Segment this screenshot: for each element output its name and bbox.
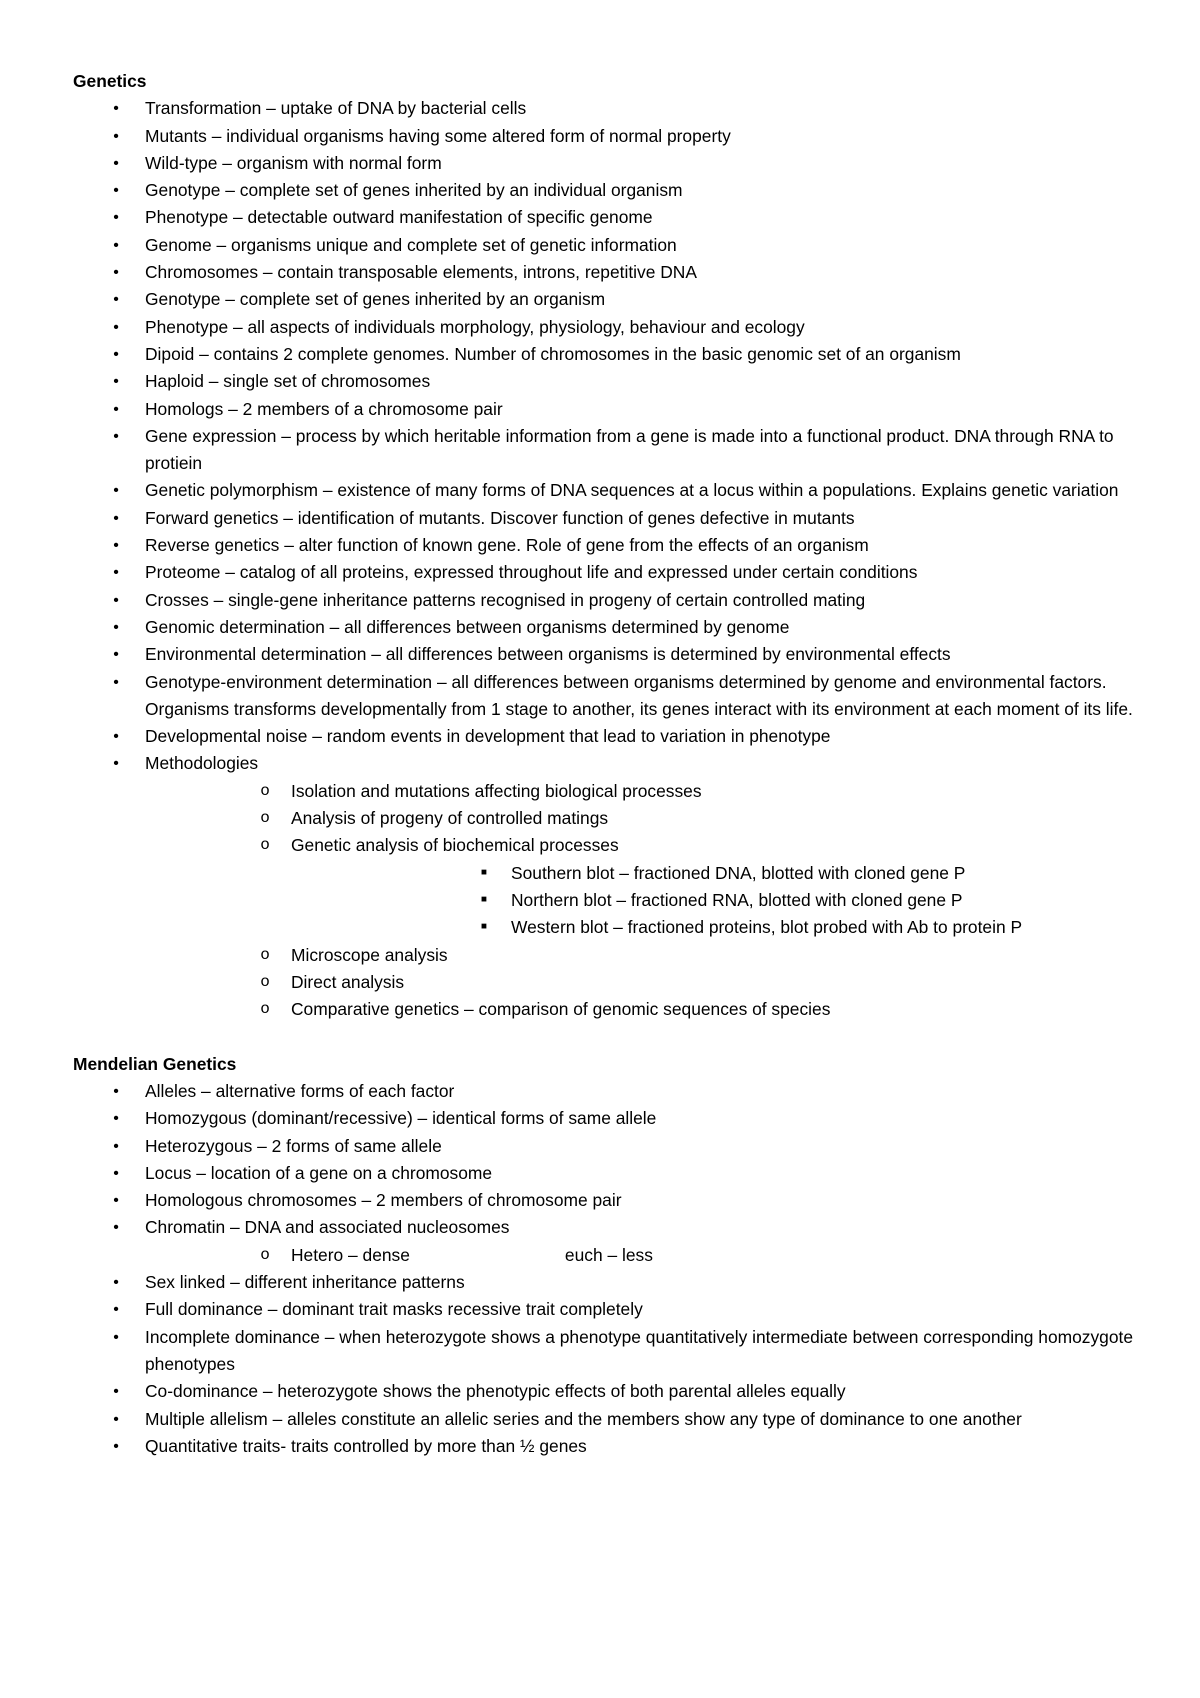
- list-item: [73, 177, 1143, 204]
- circle-bullet-icon: o: [260, 1245, 270, 1264]
- bullet-icon: •: [113, 1383, 119, 1401]
- list-item-text: Genotype-environment determination – all differences between organisms determined by genome and environmental factors. Organisms transforms developmentally from 1 stage to another, its genes interact with its environment at each moment of its life.: [145, 671, 1133, 719]
- bullet-icon: •: [113, 1219, 119, 1237]
- bullet-icon: •: [113, 646, 119, 664]
- list-item-text: Locus – location of a gene on a chromosome: [145, 1162, 493, 1183]
- list-item: [73, 1187, 1143, 1214]
- bullet-icon: •: [113, 100, 119, 118]
- sublist-item-text: Microscope analysis: [291, 944, 448, 965]
- bullet-icon: •: [113, 618, 119, 636]
- bullet-icon: •: [113, 291, 119, 309]
- list-item: [73, 505, 1143, 532]
- list-item: [73, 1160, 1143, 1187]
- sublist-item-text: Analysis of progeny of controlled matings: [291, 808, 609, 829]
- mendelian-list: [73, 1078, 1143, 1460]
- list-item-text: Forward genetics – identification of mutants. Discover function of genes defective in mutants: [145, 507, 855, 528]
- list-item-text: Genotype – complete set of genes inherited by an organism: [145, 289, 606, 310]
- list-item-text: Wild-type – organism with normal form: [145, 152, 442, 173]
- list-item-text: Phenotype – all aspects of individuals morphology, physiology, behaviour and ecology: [145, 316, 805, 337]
- sublist-item: [145, 942, 1143, 969]
- bullet-icon: •: [113, 427, 119, 445]
- list-item-text: Methodologies: [145, 753, 259, 774]
- list-item-text: Proteome – catalog of all proteins, expressed throughout life and expressed under certain conditions: [145, 562, 918, 583]
- list-item-text: Homozygous (dominant/recessive) – identical forms of same allele: [145, 1108, 657, 1129]
- chromatin-sublist: [145, 1242, 1143, 1269]
- list-item: [73, 423, 1143, 478]
- bullet-icon: •: [113, 755, 119, 773]
- section-title-mendelian-genetics: Mendelian Genetics: [73, 1053, 237, 1074]
- bullet-icon: •: [113, 182, 119, 200]
- list-item: [73, 314, 1143, 341]
- bullet-icon: •: [113, 1192, 119, 1210]
- list-item: [73, 641, 1143, 668]
- list-item: [73, 1296, 1143, 1323]
- bullet-icon: •: [113, 345, 119, 363]
- list-item-methodologies: [73, 750, 1143, 1023]
- bullet-icon: •: [113, 673, 119, 691]
- list-item: [73, 368, 1143, 395]
- list-item-text: Co-dominance – heterozygote shows the phenotypic effects of both parental alleles equally: [145, 1381, 846, 1402]
- list-item-text: Homologous chromosomes – 2 members of chromosome pair: [145, 1190, 622, 1211]
- bullet-icon: •: [113, 1274, 119, 1292]
- list-item-text: Quantitative traits- traits controlled by more than ½ genes: [145, 1435, 587, 1456]
- list-item: [73, 1078, 1143, 1105]
- list-item-text: Genome – organisms unique and complete set of genetic information: [145, 234, 677, 255]
- blot-item: [291, 914, 1143, 941]
- blot-item-text: Northern blot – fractioned RNA, blotted with cloned gene P: [511, 889, 963, 910]
- blot-item-text: Southern blot – fractioned DNA, blotted with cloned gene P: [511, 862, 966, 883]
- list-item: [73, 259, 1143, 286]
- circle-bullet-icon: o: [260, 836, 270, 855]
- blot-item-text: Western blot – fractioned proteins, blot probed with Ab to protein P: [511, 917, 1023, 938]
- list-item-text: Chromosomes – contain transposable elements, introns, repetitive DNA: [145, 262, 697, 283]
- list-item-text: Chromatin – DNA and associated nucleosomes: [145, 1217, 510, 1238]
- bullet-icon: •: [113, 1137, 119, 1155]
- list-item-text: Gene expression – process by which heritable information from a gene is made into a functional product. DNA through RNA to protiein: [145, 425, 1114, 474]
- list-item: [73, 232, 1143, 259]
- sublist-item: [145, 832, 1143, 941]
- list-item-text: Homologs – 2 members of a chromosome pair: [145, 398, 503, 419]
- sublist-item-text: Genetic analysis of biochemical processes: [291, 835, 619, 856]
- bullet-icon: •: [113, 236, 119, 254]
- sublist-item-text: Direct analysis: [291, 971, 405, 992]
- sublist-item: [145, 1242, 1143, 1269]
- list-item-text: Transformation – uptake of DNA by bacterial cells: [145, 98, 527, 119]
- list-item: [73, 587, 1143, 614]
- bullet-icon: •: [113, 318, 119, 336]
- bullet-icon: •: [113, 209, 119, 227]
- section-title-genetics: Genetics: [73, 71, 147, 91]
- sublist-item-text: Comparative genetics – comparison of genomic sequences of species: [291, 999, 831, 1020]
- circle-bullet-icon: o: [260, 781, 270, 800]
- list-item: [73, 204, 1143, 231]
- list-item-text: Heterozygous – 2 forms of same allele: [145, 1135, 442, 1156]
- bullet-icon: •: [113, 1437, 119, 1455]
- list-item-text: Multiple allelism – alleles constitute an allelic series and the members show any type of dominance to one another: [145, 1408, 1022, 1429]
- bullet-icon: •: [113, 537, 119, 555]
- bullet-icon: •: [113, 400, 119, 418]
- list-item: [73, 1105, 1143, 1132]
- sublist-item: [145, 778, 1143, 805]
- sublist-item-text: Isolation and mutations affecting biological processes: [291, 780, 702, 801]
- sublist-item: [145, 996, 1143, 1023]
- list-item: [73, 1433, 1143, 1460]
- list-item-text: Haploid – single set of chromosomes: [145, 371, 431, 392]
- list-item-text: Environmental determination – all differences between organisms is determined by environmental effects: [145, 644, 951, 665]
- bullet-icon: •: [113, 1328, 119, 1346]
- circle-bullet-icon: o: [260, 945, 270, 964]
- circle-bullet-icon: o: [260, 1000, 270, 1019]
- list-item: [73, 559, 1143, 586]
- blot-item: [291, 860, 1143, 887]
- bullet-icon: •: [113, 728, 119, 746]
- bullet-icon: •: [113, 564, 119, 582]
- bullet-icon: •: [113, 1164, 119, 1182]
- list-item-text: Incomplete dominance – when heterozygote shows a phenotype quantitatively intermediate between corresponding homozygote phenotypes: [145, 1326, 1134, 1374]
- bullet-icon: •: [113, 127, 119, 145]
- list-item: [73, 1133, 1143, 1160]
- blots-sublist: [291, 860, 1143, 942]
- blot-item: [291, 887, 1143, 914]
- list-item: [73, 669, 1143, 724]
- list-item: [73, 1406, 1143, 1433]
- list-item: [73, 1269, 1143, 1296]
- bullet-icon: •: [113, 154, 119, 172]
- bullet-icon: •: [113, 264, 119, 282]
- bullet-icon: •: [113, 373, 119, 391]
- list-item-text: Genotype – complete set of genes inherited by an individual organism: [145, 180, 683, 201]
- list-item-text: Dipoid – contains 2 complete genomes. Number of chromosomes in the basic genomic set of an organism: [145, 343, 961, 364]
- list-item: [73, 532, 1143, 559]
- list-item-text: Genomic determination – all differences between organisms determined by genome: [145, 616, 790, 637]
- square-bullet-icon: ■: [480, 867, 487, 879]
- list-item: [73, 723, 1143, 750]
- list-item-text: Alleles – alternative forms of each factor: [145, 1080, 455, 1101]
- list-item-text: Mutants – individual organisms having some altered form of normal property: [145, 125, 731, 146]
- list-item: [73, 150, 1143, 177]
- bullet-icon: •: [113, 509, 119, 527]
- list-item-text: Full dominance – dominant trait masks recessive trait completely: [145, 1299, 643, 1320]
- bullet-icon: •: [113, 1410, 119, 1428]
- list-item: [73, 123, 1143, 150]
- circle-bullet-icon: o: [260, 972, 270, 991]
- bullet-icon: •: [113, 1110, 119, 1128]
- list-item-text: Sex linked – different inheritance patterns: [145, 1272, 465, 1293]
- methodologies-sublist: [145, 778, 1143, 1024]
- list-item: [73, 341, 1143, 368]
- list-item: [73, 396, 1143, 423]
- list-item: [73, 477, 1143, 504]
- list-item-text: Crosses – single-gene inheritance patterns recognised in progeny of certain controlled mating: [145, 589, 866, 610]
- list-item: [73, 95, 1143, 122]
- genetics-list: [73, 95, 1143, 1023]
- list-item-text: Genetic polymorphism – existence of many forms of DNA sequences at a locus within a populations. Explains genetic variation: [145, 480, 1119, 501]
- hetero-text: Hetero – dense: [291, 1244, 410, 1265]
- list-item-text: Developmental noise – random events in development that lead to variation in phenotype: [145, 726, 831, 747]
- list-item-text: Phenotype – detectable outward manifestation of specific genome: [145, 207, 653, 228]
- list-item: [73, 1324, 1143, 1379]
- bullet-icon: •: [113, 1301, 119, 1319]
- list-item-chromatin: [73, 1214, 1143, 1269]
- list-item: [73, 614, 1143, 641]
- euch-text: euch – less: [564, 1244, 653, 1265]
- list-item: [73, 286, 1143, 313]
- sublist-item: [145, 805, 1143, 832]
- bullet-icon: •: [113, 482, 119, 500]
- bullet-icon: •: [113, 1082, 119, 1100]
- list-item-text: Reverse genetics – alter function of known gene. Role of gene from the effects of an organism: [145, 535, 869, 556]
- square-bullet-icon: ■: [480, 894, 487, 906]
- square-bullet-icon: ■: [480, 922, 487, 934]
- list-item: [73, 1378, 1143, 1405]
- document-page: [73, 68, 1143, 1460]
- bullet-icon: •: [113, 591, 119, 609]
- sublist-item: [145, 969, 1143, 996]
- circle-bullet-icon: o: [260, 809, 270, 828]
